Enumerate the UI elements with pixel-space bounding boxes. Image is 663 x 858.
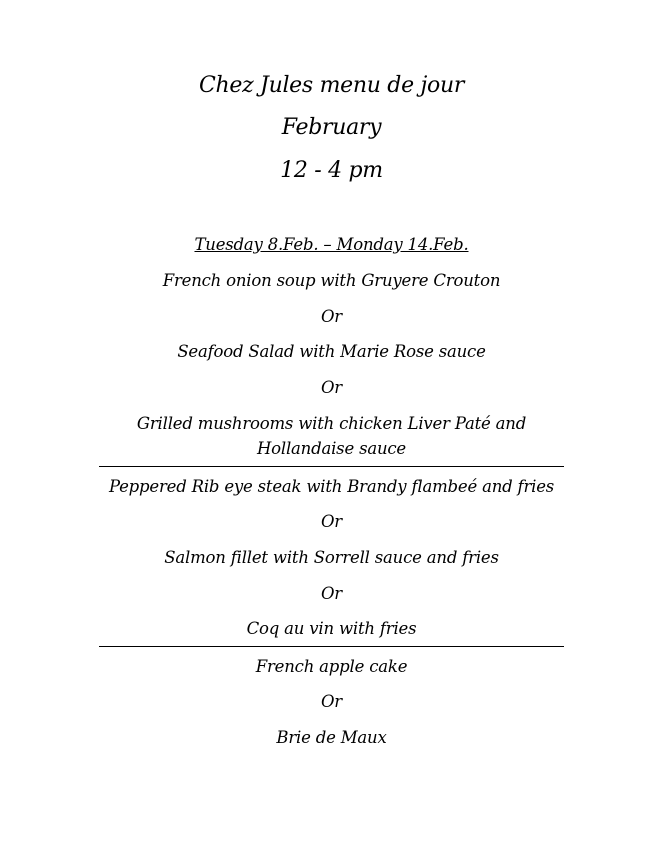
starter-option-1: French onion soup with Gruyere Crouton [162,271,501,290]
starter-option-2: Seafood Salad with Marie Rose sauce [177,342,486,361]
dessert-option-2: Brie de Maux [276,728,387,747]
starter-option-3-line-2: Hollandaise sauce [256,439,407,458]
main-option-2: Salmon fillet with Sorrell sauce and fries [164,548,499,567]
main-or-2: Or [320,584,342,603]
menu-title: Chez Jules menu de jour [198,73,465,98]
dessert-or-1: Or [320,692,342,711]
section-divider-1 [99,466,564,467]
dessert-option-1: French apple cake [255,657,408,676]
starter-or-2: Or [320,378,342,397]
main-option-3: Coq au vin with fries [246,619,417,638]
menu-hours: 12 - 4 pm [280,158,383,183]
starter-option-3-line-1: Grilled mushrooms with chicken Liver Paté and [136,414,527,433]
section-divider-2 [99,646,564,647]
main-or-1: Or [320,512,342,531]
menu-period-heading: Tuesday 8.Feb. – Monday 14.Feb. [194,235,469,254]
main-option-1: Peppered Rib eye steak with Brandy flambeé and fries [108,477,555,496]
menu-month: February [281,115,382,140]
starter-or-1: Or [320,307,342,326]
